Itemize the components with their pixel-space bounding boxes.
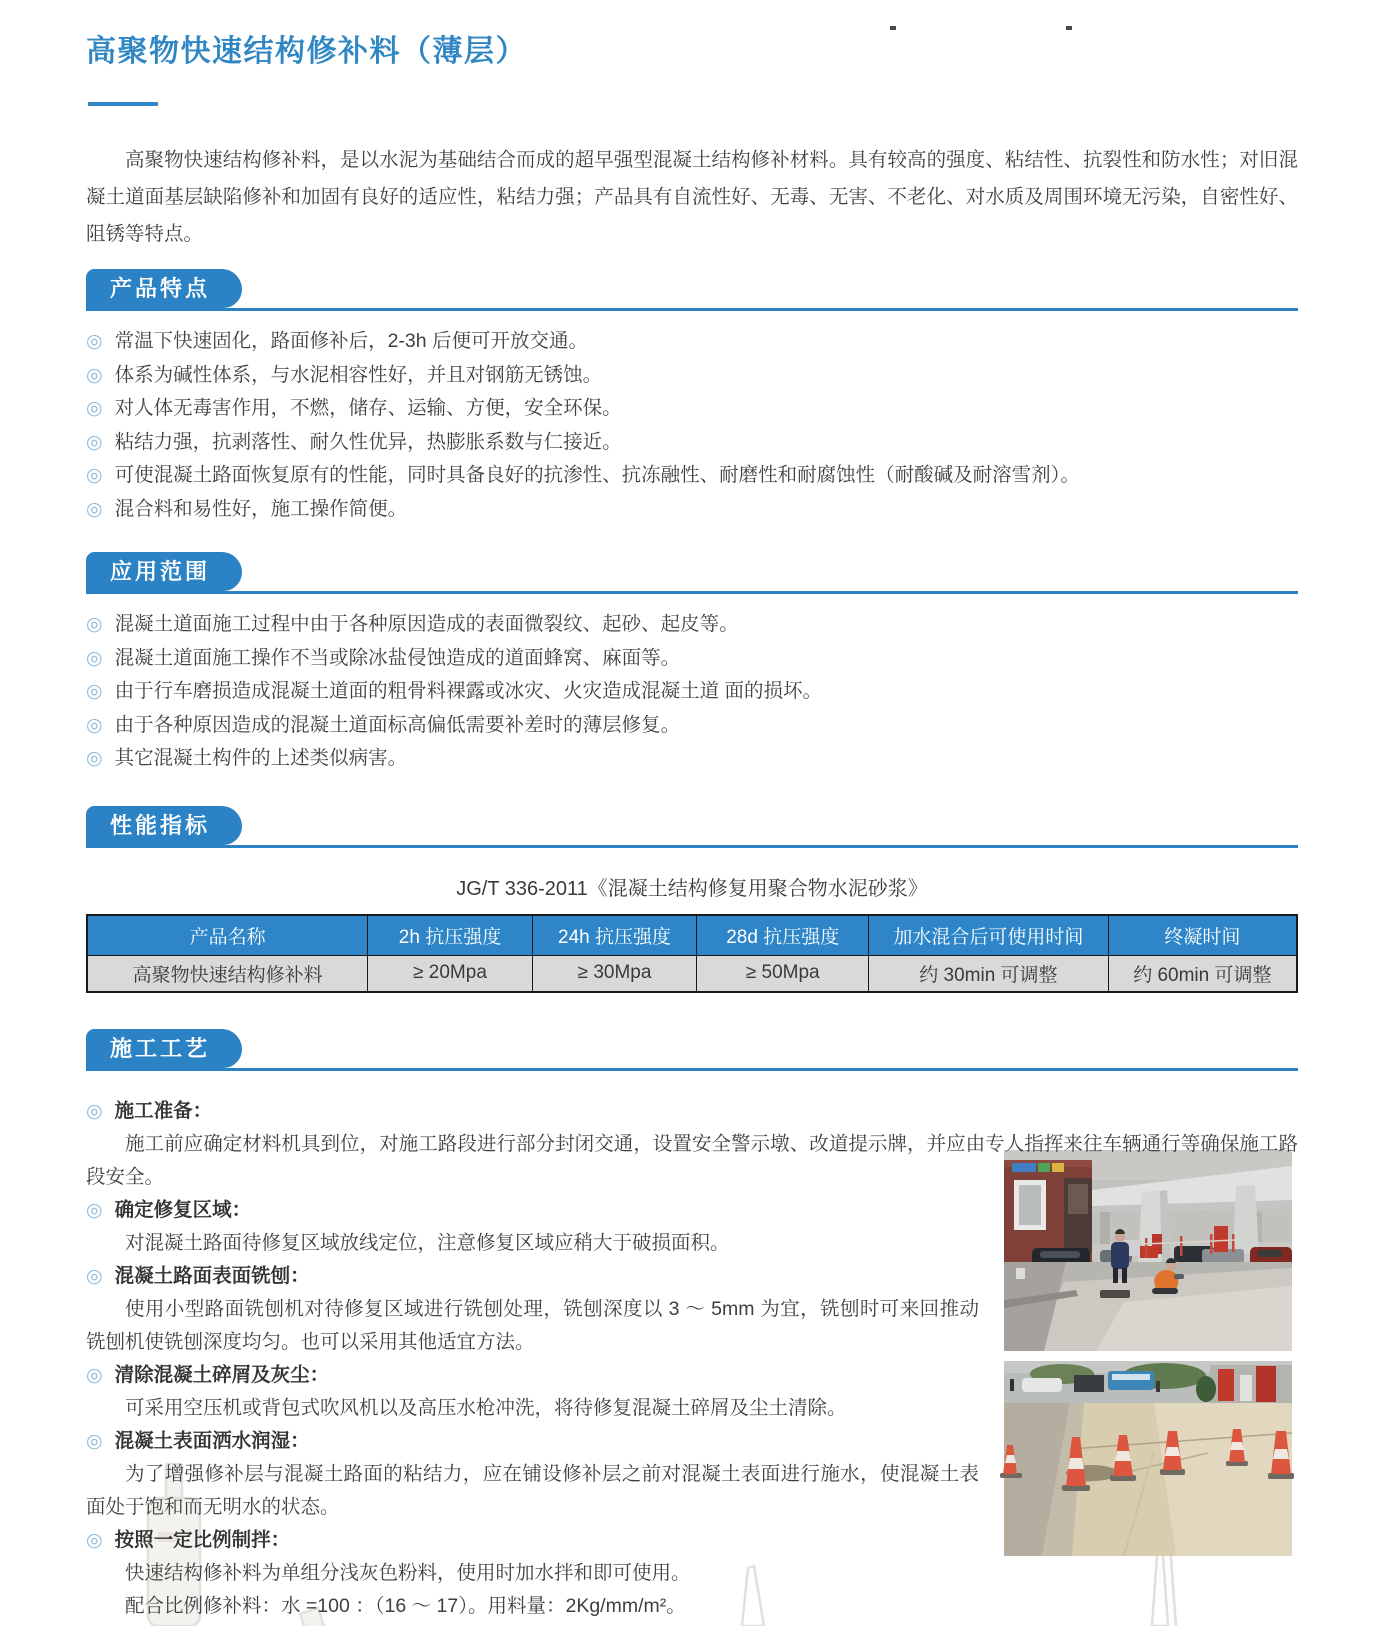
column-header: 加水混合后可使用时间	[869, 915, 1109, 956]
section-badge-applications: 应用范围	[86, 552, 242, 591]
list-item	[86, 359, 1298, 393]
step-title	[86, 1359, 1298, 1392]
application-text: 由于行车磨损造成混凝土道面的粗骨料裸露或冰灾、火灾造成混凝土道 面的损坏。	[114, 680, 823, 702]
step-title-text: 清除混凝土碎屑及灰尘：	[114, 1363, 330, 1386]
page-crop-artifact	[1066, 26, 1072, 30]
application-text: 其它混凝土构件的上述类似病害。	[114, 747, 408, 769]
ring-bullet-icon: ◎	[86, 465, 103, 486]
feature-text: 对人体无毒害作用，不燃，储存、运输、方便，安全环保。	[114, 397, 622, 419]
feature-text: 可使混凝土路面恢复原有的性能，同时具备良好的抗渗性、抗冻融性、耐磨性和耐腐蚀性（耐酸碱及耐溶雪剂）。	[114, 464, 1080, 486]
step-title-text: 混凝土表面洒水润湿：	[114, 1429, 310, 1452]
ring-bullet-icon: ◎	[86, 1199, 103, 1221]
list-item	[86, 675, 1298, 709]
ring-bullet-icon: ◎	[86, 331, 103, 352]
step-title	[86, 1194, 1298, 1227]
step-body: 对混凝土路面待修复区域放线定位，注意修复区域应稍大于破损面积。	[125, 1231, 730, 1254]
ring-bullet-icon: ◎	[86, 431, 103, 453]
title-underline	[88, 102, 158, 106]
page-crop-artifact	[890, 26, 896, 30]
page-title: 高聚物快速结构修补料（薄层）	[86, 35, 527, 68]
section-header-features	[86, 269, 1298, 311]
list-item	[86, 493, 1298, 527]
step-body: 为了增强修补层与混凝土路面的粘结力，应在铺设修补层之前对混凝土表面进行施水，使混凝土表面处于饱和而无明水的状态。	[86, 1462, 979, 1518]
features-list	[86, 325, 1298, 526]
feature-text: 常温下快速固化，路面修补后，2-3h 后便可开放交通。	[114, 330, 589, 352]
process-step	[86, 1095, 1298, 1194]
ring-bullet-icon: ◎	[86, 647, 103, 669]
step-title-text: 确定修复区域：	[114, 1198, 252, 1221]
section-badge-process: 施工工艺	[86, 1029, 242, 1068]
column-header: 24h 抗压强度	[532, 915, 697, 956]
ring-bullet-icon: ◎	[86, 1265, 103, 1287]
ring-bullet-icon: ◎	[86, 681, 103, 702]
step-title	[86, 1524, 1298, 1557]
process-step	[86, 1194, 1298, 1260]
table-row	[87, 955, 1297, 992]
ring-bullet-icon: ◎	[86, 364, 103, 386]
list-item	[86, 709, 1298, 743]
column-header: 2h 抗压强度	[368, 915, 533, 956]
ring-bullet-icon: ◎	[86, 714, 103, 736]
table-cell: 约 30min 可调整	[869, 955, 1109, 992]
list-item	[86, 392, 1298, 426]
step-title	[86, 1095, 1298, 1128]
step-body: 快速结构修补料为单组分浅灰色粉料，使用时加水拌和即可使用。	[125, 1561, 691, 1584]
applications-list	[86, 608, 1298, 776]
ring-bullet-icon: ◎	[86, 614, 103, 635]
ring-bullet-icon: ◎	[86, 398, 103, 419]
ring-bullet-icon: ◎	[86, 1430, 103, 1452]
step-body: 配合比例修补料：水 =100 ：（16 ～ 17）。用料量：2Kg/mm/m²。	[125, 1594, 686, 1617]
list-item	[86, 459, 1298, 493]
product-datasheet-page	[0, 26, 1384, 1626]
table-cell: 高聚物快速结构修补料	[87, 955, 368, 992]
application-text: 混凝土道面施工过程中由于各种原因造成的表面微裂纹、起砂、起皮等。	[114, 613, 739, 635]
standard-caption: JG/T 336-2011《混凝土结构修复用聚合物水泥砂浆》	[456, 877, 928, 900]
step-title-text: 施工准备：	[114, 1099, 213, 1122]
feature-text: 体系为碱性体系，与水泥相容性好，并且对钢筋无锈蚀。	[114, 363, 603, 386]
column-header: 终凝时间	[1108, 915, 1297, 956]
list-item	[86, 642, 1298, 676]
list-item	[86, 426, 1298, 460]
process-step	[86, 1260, 1298, 1359]
list-item	[86, 325, 1298, 359]
section-header-applications	[86, 552, 1298, 594]
table-cell: 约 60min 可调整	[1108, 955, 1297, 992]
step-title	[86, 1260, 1298, 1293]
application-text: 混凝土道面施工操作不当或除冰盐侵蚀造成的道面蜂窝、麻面等。	[114, 646, 681, 669]
process-steps	[86, 1095, 1298, 1623]
ring-bullet-icon: ◎	[86, 1529, 103, 1551]
step-body: 使用小型路面铣刨机对待修复区域进行铣刨处理，铣刨深度以 3 ～ 5mm 为宜，铣刨时可来回推动铣刨机使铣刨深度均匀。也可以采用其他适宜方法。	[86, 1297, 979, 1353]
table-header-row	[87, 915, 1297, 956]
step-body: 可采用空压机或背包式吹风机以及高压水枪冲洗，将待修复混凝土碎屑及尘土清除。	[125, 1396, 847, 1419]
section-badge-features: 产品特点	[86, 269, 242, 308]
list-item	[86, 608, 1298, 642]
section-header-process	[86, 1029, 1298, 1071]
performance-table	[86, 914, 1298, 993]
intro-paragraph: 高聚物快速结构修补料，是以水泥为基础结合而成的超早强型混凝土结构修补材料。具有较高的强度、粘结性、抗裂性和防水性；对旧混凝土道面基层缺陷修补和加固有良好的适应性，粘结力强；产品具有自流性好、无毒、无害、不老化、对水质及周围环境无污染，自密性好、阻锈等特点。	[86, 149, 1298, 245]
feature-text: 粘结力强，抗剥落性、耐久性优异，热膨胀系数与仁接近。	[114, 430, 622, 453]
step-title-text: 混凝土路面表面铣刨：	[114, 1264, 310, 1287]
step-title-text: 按照一定比例制拌：	[114, 1528, 291, 1551]
feature-text: 混合料和易性好，施工操作简便。	[114, 497, 408, 520]
table-cell: ≥ 20Mpa	[368, 955, 533, 992]
process-step	[86, 1359, 1298, 1425]
list-item	[86, 742, 1298, 776]
ring-bullet-icon: ◎	[86, 748, 103, 769]
column-header: 产品名称	[87, 915, 368, 956]
step-title	[86, 1425, 1298, 1458]
ring-bullet-icon: ◎	[86, 498, 103, 520]
section-header-performance	[86, 806, 1298, 848]
process-step	[86, 1524, 1298, 1623]
application-text: 由于各种原因造成的混凝土道面标高偏低需要补差时的薄层修复。	[114, 713, 681, 736]
column-header: 28d 抗压强度	[697, 915, 869, 956]
step-body: 施工前应确定材料机具到位，对施工路段进行部分封闭交通，设置安全警示墩、改道提示牌，并应由专人指挥来往车辆通行等确保施工路段安全。	[86, 1132, 1298, 1188]
table-cell: ≥ 50Mpa	[697, 955, 869, 992]
table-cell: ≥ 30Mpa	[532, 955, 697, 992]
section-badge-performance: 性能指标	[86, 806, 242, 845]
process-step	[86, 1425, 1298, 1524]
ring-bullet-icon: ◎	[86, 1364, 103, 1386]
ring-bullet-icon: ◎	[86, 1100, 103, 1122]
